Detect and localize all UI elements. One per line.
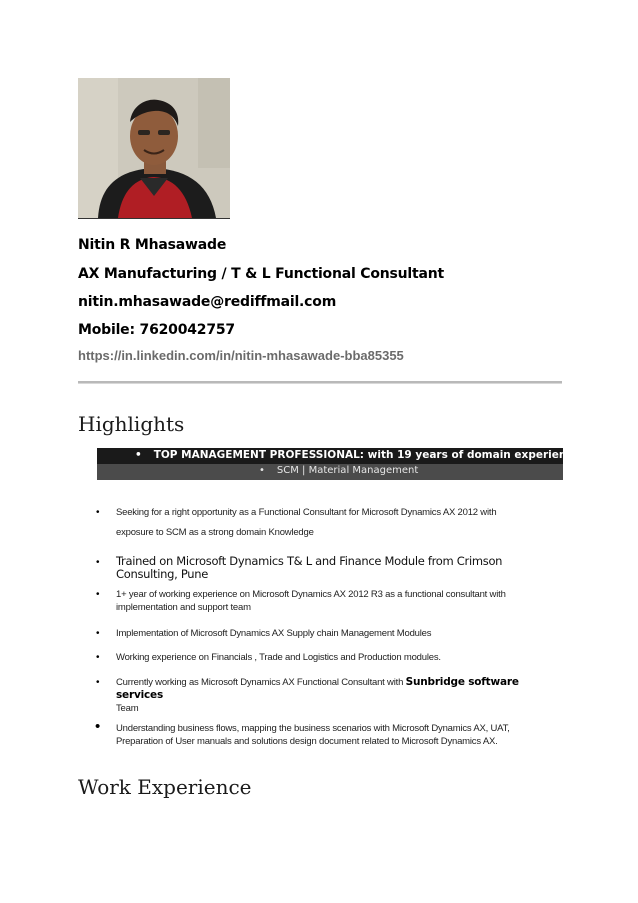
mobile-number: Mobile: 7620042757	[78, 322, 235, 338]
divider	[78, 381, 562, 384]
highlight-bar-secondary	[97, 464, 563, 480]
bullet-icon: •	[96, 628, 100, 639]
list-item	[116, 588, 566, 614]
bullet-icon: •	[96, 557, 100, 568]
bullet-icon: •	[96, 589, 100, 600]
list-item-text: Team	[116, 703, 139, 714]
bullet-icon: •	[96, 652, 100, 663]
list-item: Working experience on Financials , Trade and Logistics and Production modules.	[116, 652, 441, 663]
list-item-text: Understanding business flows, mapping the business scenarios with Microsoft Dynamics AX, UAT,	[116, 723, 510, 734]
list-item-text: 1+ year of working experience on Microsoft Dynamics AX 2012 R3 as a functional consultant with	[116, 589, 506, 600]
email-address[interactable]: nitin.mhasawade@rediffmail.com	[78, 294, 337, 310]
list-item-text: Seeking for a right opportunity as a Functional Consultant for Microsoft Dynamics AX 2012 with	[116, 507, 497, 518]
candidate-name: Nitin R Mhasawade	[78, 237, 227, 253]
bullet-icon: •	[259, 465, 265, 476]
bullet-icon: •	[135, 449, 142, 461]
list-item: Implementation of Microsoft Dynamics AX Supply chain Management Modules	[116, 628, 432, 639]
highlights-heading: Highlights	[78, 412, 185, 436]
job-title: AX Manufacturing / T & L Functional Consultant	[78, 266, 445, 282]
highlight-bar-primary	[97, 448, 580, 464]
bullet-icon: •	[95, 718, 101, 735]
highlight-bar-primary-text: TOP MANAGEMENT PROFESSIONAL: with 19 years of domain experience	[153, 449, 580, 461]
list-item-text: Currently working as Microsoft Dynamics AX Functional Consultant with	[116, 677, 406, 688]
list-item	[116, 676, 566, 715]
bullet-icon: •	[96, 507, 100, 518]
list-item: Trained on Microsoft Dynamics T& L and Finance Module from Crimson Consulting, Pune	[116, 554, 503, 581]
company-name: Sunbridge software services	[116, 676, 519, 701]
list-item-text: Preparation of User manuals and solutions design document related to Microsoft Dynamics AX.	[116, 736, 498, 747]
highlight-bar-secondary-text: SCM | Material Management	[276, 465, 419, 476]
list-item-text: exposure to SCM as a strong domain Knowledge	[116, 527, 314, 538]
linkedin-url[interactable]: https://in.linkedin.com/in/nitin-mhasawade-bba85355	[78, 348, 404, 363]
list-item-text: implementation and support team	[116, 602, 251, 613]
list-item	[116, 506, 566, 539]
profile-photo	[78, 78, 230, 219]
bullet-icon: •	[96, 677, 100, 688]
work-experience-heading: Work Experience	[78, 775, 252, 799]
list-item	[116, 722, 566, 748]
